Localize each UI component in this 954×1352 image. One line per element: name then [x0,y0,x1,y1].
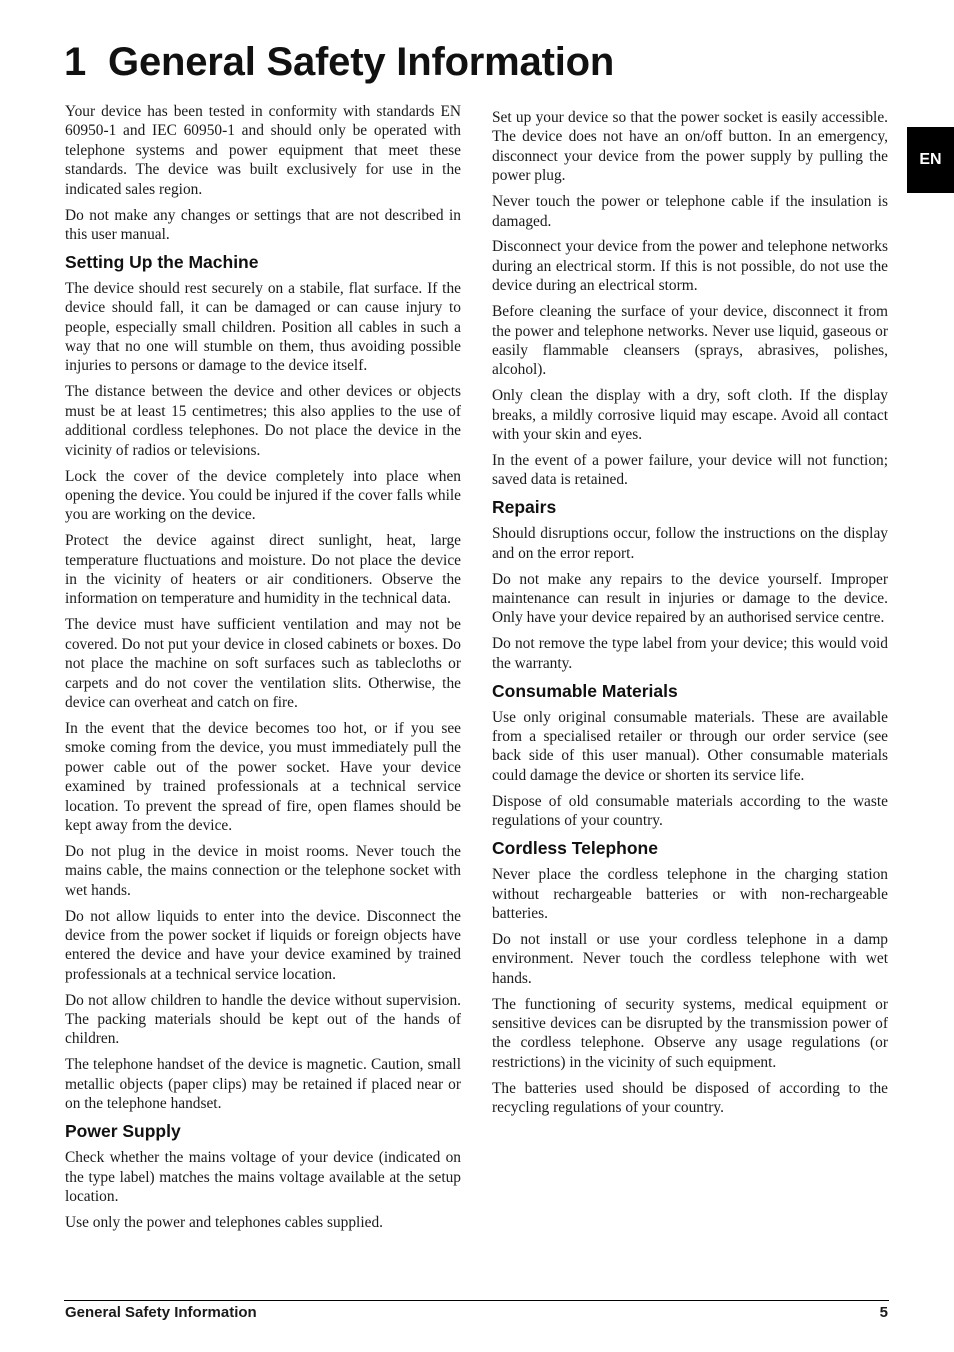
paragraph: Lock the cover of the device completely into place when opening the device. You could be injured if the cover falls while you are working on the device. [65,467,461,524]
paragraph: The distance between the device and other devices or objects must be at least 15 centimetres; this also applies to the use of additional cordless telephones. Do not place the device in the vicinity of radios or televisions. [65,383,461,459]
section-heading: Power Supply [65,1121,181,1142]
chapter-title: General Safety Information [108,40,615,84]
paragraph: Protect the device against direct sunlight, heat, large temperature fluctuations and moisture. Do not place the device in the vicinity of heaters or air conditioners. Observe the information on temperature and humidity in the technical data. [65,532,461,608]
paragraph: The telephone handset of the device is magnetic. Caution, small metallic objects (paper clips) may be retained if placed near or on the telephone handset. [65,1056,461,1113]
paragraph: The device should rest securely on a stabile, flat surface. If the device should fall, it can be damaged or can cause injury to people, especially small children. Position all cables in such a way that no one will stumble on them, thus avoiding possible injuries to persons or damage to the device itself. [65,279,461,375]
paragraph: Do not make any changes or settings that are not described in this user manual. [65,206,461,243]
paragraph: Use only original consumable materials. These are available from a specialised retailer or through our order service (see back side of this user manual). Other consumable materials could damage the device or shorten its service life. [492,708,888,784]
page-title [64,40,614,85]
paragraph: Do not allow children to handle the device without supervision. The packing materials should be kept out of the hands of children. [65,991,461,1048]
paragraph: The device must have sufficient ventilation and may not be covered. Do not put your device in closed cabinets or boxes. Do not place the machine on soft surfaces such as tablecloths or carpets and do not cover the ventilation slits. Otherwise, the device can overheat and catch on fire. [65,616,461,711]
language-tab: EN [907,127,954,193]
paragraph: The batteries used should be disposed of according to the recycling regulations of your country. [492,1079,888,1117]
paragraph: Never place the cordless telephone in the charging station without rechargeable batteries or with non-rechargeable batteries. [492,866,888,922]
section-heading: Repairs [492,497,557,518]
paragraph: Do not install or use your cordless telephone in a damp environment. Never touch the cordless telephone with wet hands. [492,930,888,987]
paragraph: In the event of a power failure, your device will not function; saved data is retained. [492,452,888,489]
paragraph: Set up your device so that the power socket is easily accessible. The device does not have an on/off button. In an emergency, disconnect your device from the power supply by pulling the power plug. [492,109,888,185]
paragraph: Should disruptions occur, follow the instructions on the display and on the error report. [492,525,888,562]
footer-title: General Safety Information [65,1304,257,1321]
paragraph: Do not plug in the device in moist rooms. Never touch the mains cable, the mains connection or the telephone socket with wet hands. [65,842,461,899]
paragraph: Before cleaning the surface of your device, disconnect it from the power and telephone networks. Never use liquid, gaseous or easily flammable cleansers (sprays, abrasives, polishes, alcohol). [492,303,888,379]
left-column [65,102,461,1239]
paragraph: Never touch the power or telephone cable if the insulation is damaged. [492,193,888,230]
paragraph: Do not make any repairs to the device yourself. Improper maintenance can result in injuries or damage to the device. Only have your device repaired by an authorised service centre. [492,570,888,627]
paragraph: In the event that the device becomes too hot, or if you see smoke coming from the device, you must immediately pull the power cable out of the power socket. Have your device examined by trained professionals at a technical service location. To prevent the spread of fire, open flames should be kept away from the device. [65,719,461,834]
paragraph: Disconnect your device from the power and telephone networks during an electrical storm. If this is not possible, do not use the device during an electrical storm. [492,238,888,295]
paragraph: Dispose of old consumable materials according to the waste regulations of your country. [492,792,888,830]
paragraph: Do not remove the type label from your device; this would void the warranty. [492,635,888,672]
paragraph: Check whether the mains voltage of your device (indicated on the type label) matches the mains voltage available at the setup location. [65,1149,461,1205]
page-number: 5 [879,1304,888,1321]
right-column [492,108,888,1124]
section-heading: Consumable Materials [492,680,678,701]
chapter-number: 1 [64,40,87,84]
paragraph: Only clean the display with a dry, soft cloth. If the display breaks, a mildly corrosive liquid may escape. Avoid all contact with your skin and eyes. [492,387,888,444]
section-heading: Setting Up the Machine [65,251,259,272]
section-heading: Cordless Telephone [492,838,658,859]
paragraph: The functioning of security systems, medical equipment or sensitive devices can be disrupted by the transmission power of the cordless telephone. Observe any usage regulations (or restrictions) in the vicinity of such equipment. [492,995,888,1071]
paragraph: Do not allow liquids to enter into the device. Disconnect the device from the power socket if liquids or foreign objects have entered the device and have your device examined by trained professionals at a technical service location. [65,907,461,983]
paragraph: Your device has been tested in conformity with standards EN 60950-1 and IEC 60950-1 and should only be operated with telephone systems and power equipment that meet these standards. The device was built exclusively for use in the indicated sales region. [65,103,461,198]
paragraph: Use only the power and telephones cables supplied. [65,1213,383,1231]
footer-divider [64,1300,889,1301]
